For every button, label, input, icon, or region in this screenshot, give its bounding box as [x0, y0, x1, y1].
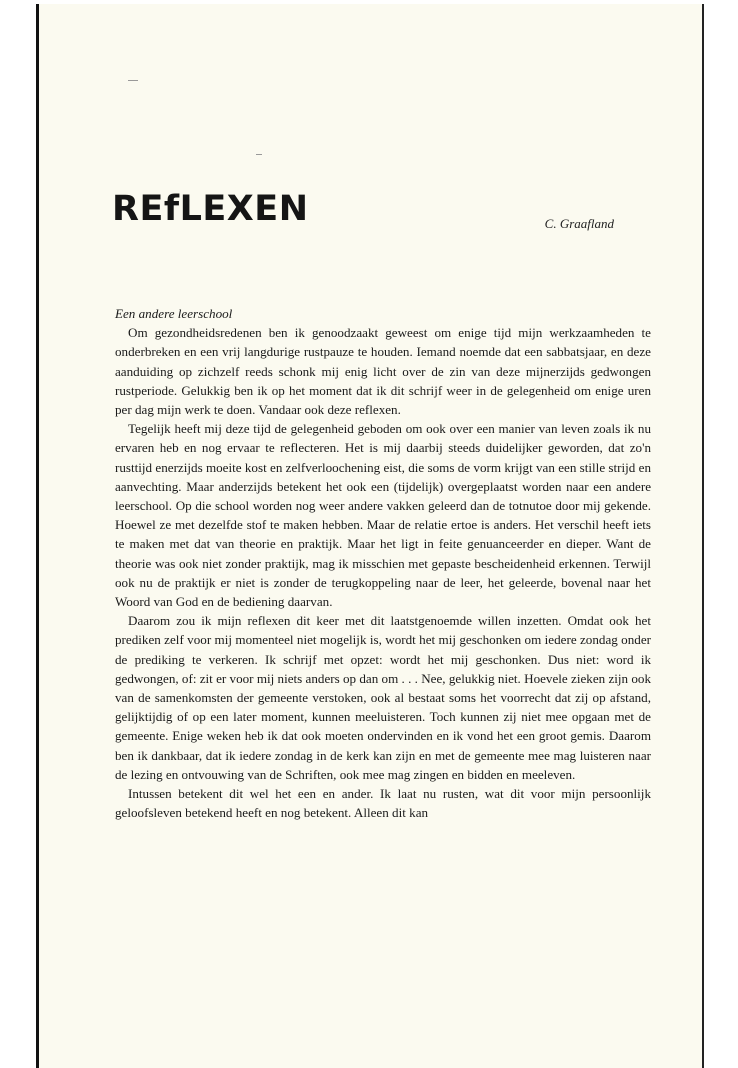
paragraph: Daarom zou ik mijn reflexen dit keer met dit laatstgenoemde willen inzetten. Omdat ook het prediken zelf voor mij momenteel niet mogelijk is, wordt het mij geschonken om iedere zondag onder de prediking te verkeren. Ik schrijf met opzet: wordt het mij geschonken. Dus niet: word ik gedwongen, of: zit er voor mij niets anders op dan om . . . Nee, gelukkig niet. Hoevele zieken zijn ook van de samenkomsten der gemeente verstoken, ook al bestaat soms het voorrecht dat zij op afstand, gelijktijdig of op een later moment, kunnen meeluisteren. Toch kunnen zij niet mee opgaan met de gemeente. Enige weken heb ik dat ook moeten ondervinden en ik vond het een groot gemis. Daarom ben ik dankbaar, dat ik iedere zondag in de kerk kan zijn en met de gemeente mee mag luisteren naar de lezing en ontvouwing van de Schriften, ook mee mag zingen en bidden en meeleven. [115, 613, 651, 782]
document-page [36, 4, 704, 1068]
scan-left-edge [36, 4, 39, 1068]
article-title: REfLEXEN [112, 189, 309, 229]
article-body [115, 304, 651, 822]
paragraph: Om gezondheidsredenen ben ik genoodzaakt geweest om enige tijd mijn werkzaamheden te onderbreken en een vrij langdurige rustpauze te houden. Iemand noemde dat een sabbatsjaar, en deze aanduiding op zichzelf reeds schonk mij enig licht over de zin van deze mijnerzijds gedwongen rustperiode. Gelukkig ben ik op het moment dat ik dit schrijf weer in de gelegenheid om enige uren per dag mijn werk te doen. Vandaar ook deze reflexen. [115, 325, 651, 418]
scan-speck [256, 154, 262, 155]
paragraph: Tegelijk heeft mij deze tijd de gelegenheid geboden om ook over een manier van leven zoals ik nu ervaren heb en nog ervaar te reflecteren. Het is mij daarbij steeds duidelijker geworden, dat zo'n rusttijd enerzijds moeite kost en zelfverloochening eist, die soms de vorm krijgt van een stille strijd en aanvechting. Maar anderzijds betekent het ook een (tijdelijk) overgeplaatst worden naar een andere leerschool. Op die school worden nog weer andere vakken geleerd dan de totnutoe door mij gekende. Hoewel ze met dezelfde stof te maken hebben. Maar de relatie ertoe is anders. Het verschil heeft iets te maken met dat van theorie en praktijk. Maar het ligt in feite genuanceerder en dieper. Want de theorie was ook niet zonder praktijk, mag ik misschien met gepaste bescheidenheid erkennen. Terwijl ook nu de praktijk er niet is zonder de terugkoppeling naar de leer, het geleerde, bovenal naar het Woord van God en de bediening daarvan. [115, 421, 651, 610]
paragraph: Intussen betekent dit wel het een en ander. Ik laat nu rusten, wat dit voor mijn persoonlijk geloofsleven betekend heeft en nog betekent. Alleen dit kan [115, 786, 651, 821]
scan-right-edge [702, 4, 704, 1068]
scan-speck [128, 80, 138, 81]
article-author: C. Graafland [544, 216, 614, 231]
section-heading: Een andere leerschool [115, 306, 233, 321]
